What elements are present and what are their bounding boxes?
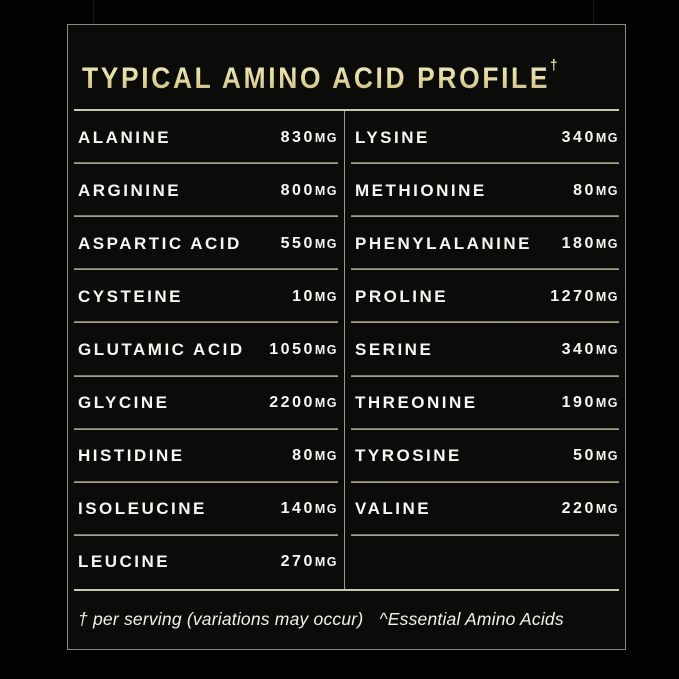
amino-amount-unit: MG: [595, 342, 619, 357]
table-column-right: [351, 111, 619, 589]
amino-name: LYSINE: [355, 127, 430, 147]
amino-amount: [281, 129, 338, 147]
amino-name: VALINE: [355, 499, 432, 519]
amino-acid-table: [74, 109, 619, 591]
amino-amount: [281, 235, 338, 253]
amino-amount: [281, 553, 338, 571]
panel-header: [68, 25, 625, 109]
amino-row: [351, 323, 619, 376]
amino-name: METHIONINE: [355, 180, 487, 200]
amino-amount: [292, 447, 338, 465]
package-crease-line: [593, 0, 594, 25]
amino-amount-unit: MG: [314, 449, 338, 464]
amino-amount-value: 340: [561, 128, 596, 146]
amino-amount: [562, 500, 619, 518]
amino-name: GLYCINE: [78, 393, 170, 413]
amino-name: ARGININE: [78, 180, 182, 200]
amino-row: [351, 483, 619, 536]
amino-name: SERINE: [355, 339, 434, 359]
amino-row: [351, 164, 619, 217]
amino-amount-value: 80: [573, 181, 596, 199]
amino-name: LEUCINE: [78, 552, 171, 572]
amino-amount: [269, 341, 338, 359]
amino-amount-value: 140: [280, 500, 315, 518]
amino-row: [351, 377, 619, 430]
amino-row: [351, 270, 619, 323]
amino-amount-unit: MG: [314, 396, 338, 411]
amino-amount: [281, 500, 338, 518]
amino-name: HISTIDINE: [78, 446, 185, 466]
dagger-superscript: †: [550, 57, 558, 74]
amino-amount: [573, 447, 619, 465]
amino-name: GLUTAMIC ACID: [78, 339, 245, 359]
amino-amount-value: 80: [292, 447, 315, 465]
amino-amount-unit: MG: [595, 396, 619, 411]
amino-amount-unit: MG: [314, 555, 338, 570]
amino-row: [74, 377, 338, 430]
amino-amount-value: 10: [292, 287, 315, 305]
amino-amount-value: 50: [573, 447, 596, 465]
amino-amount-value: 190: [561, 394, 596, 412]
amino-row: [351, 111, 619, 164]
amino-amount: [550, 288, 619, 306]
amino-amount-unit: MG: [595, 236, 619, 251]
amino-amount-value: 2200: [269, 394, 315, 412]
column-divider: [344, 111, 345, 589]
amino-row: [74, 323, 338, 376]
amino-amount-value: 1270: [550, 287, 596, 305]
amino-row: [74, 430, 338, 483]
footnote: [68, 591, 625, 647]
amino-name: TYROSINE: [355, 446, 462, 466]
amino-amount: [281, 182, 338, 200]
amino-amount-unit: MG: [595, 183, 619, 198]
amino-amount-value: 220: [561, 500, 596, 518]
amino-row: [351, 430, 619, 483]
amino-amount: [562, 341, 619, 359]
amino-amount-value: 550: [280, 234, 315, 252]
amino-row: [351, 217, 619, 270]
amino-name: THREONINE: [355, 393, 478, 413]
amino-amount-value: 270: [280, 553, 315, 571]
amino-amount-unit: MG: [595, 289, 619, 304]
amino-row: [74, 164, 338, 217]
amino-name: ALANINE: [78, 127, 172, 147]
amino-amount-unit: MG: [595, 502, 619, 517]
panel-title-text: TYPICAL AMINO ACID PROFILE: [82, 62, 551, 95]
amino-amount-unit: MG: [314, 236, 338, 251]
amino-row: [74, 270, 338, 323]
amino-acid-profile-panel: [67, 24, 626, 650]
amino-amount-unit: MG: [595, 449, 619, 464]
amino-amount-unit: MG: [314, 183, 338, 198]
amino-amount-value: 1050: [269, 340, 315, 358]
amino-amount: [573, 182, 619, 200]
amino-amount: [269, 394, 338, 412]
amino-amount: [562, 235, 619, 253]
footnote-serving: † per serving (variations may occur): [78, 608, 364, 629]
amino-amount-value: 180: [561, 234, 596, 252]
amino-amount-unit: MG: [314, 289, 338, 304]
amino-name: ASPARTIC ACID: [78, 233, 242, 253]
footnote-essential: ^Essential Amino Acids: [379, 608, 564, 629]
panel-title: [82, 58, 557, 94]
amino-name: PROLINE: [355, 286, 449, 306]
amino-amount: [562, 394, 619, 412]
amino-row: [74, 111, 338, 164]
amino-amount-unit: MG: [314, 130, 338, 145]
amino-amount-value: 340: [561, 340, 596, 358]
package-crease-line: [93, 0, 94, 25]
amino-amount-value: 830: [280, 128, 315, 146]
amino-amount-unit: MG: [595, 130, 619, 145]
amino-amount-unit: MG: [314, 342, 338, 357]
amino-amount: [562, 129, 619, 147]
amino-row: [74, 483, 338, 536]
amino-amount: [292, 288, 338, 306]
table-column-left: [74, 111, 338, 589]
amino-amount-unit: MG: [314, 502, 338, 517]
amino-name: PHENYLALANINE: [355, 233, 533, 253]
amino-name: CYSTEINE: [78, 286, 184, 306]
amino-row: [74, 217, 338, 270]
amino-amount-value: 800: [280, 181, 315, 199]
amino-row: [74, 536, 338, 589]
amino-name: ISOLEUCINE: [78, 499, 207, 519]
